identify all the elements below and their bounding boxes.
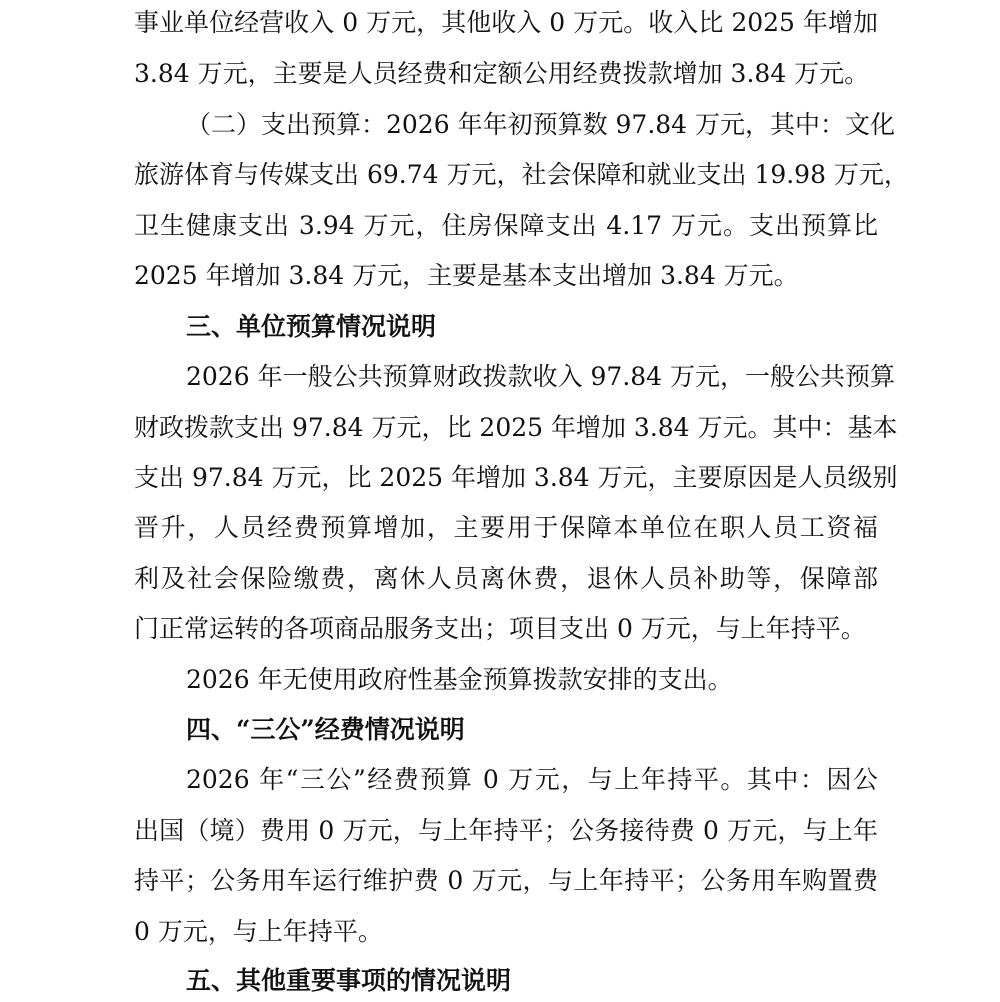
paragraph-line: 事业单位经营收入 0 万元，其他收入 0 万元。收入比 2025 年增加 [134,8,878,37]
paragraph-line: 出国（境）费用 0 万元，与上年持平；公务接待费 0 万元，与上年 [134,816,878,845]
paragraph-line: 2025 年增加 3.84 万元，主要是基本支出增加 3.84 万元。 [134,261,799,290]
paragraph-line: 0 万元，与上年持平。 [134,917,383,946]
paragraph-line: 2026 年一般公共预算财政拨款收入 97.84 万元，一般公共预算 [186,362,896,391]
section-heading-5: 五、其他重要事项的情况说明 [186,966,512,995]
paragraph-line: 3.84 万元，主要是人员经费和定额公用经费拨款增加 3.84 万元。 [134,59,870,88]
paragraph-line: 旅游体育与传媒支出 69.74 万元，社会保障和就业支出 19.98 万元， [134,160,909,189]
section-heading-3: 三、单位预算情况说明 [186,312,437,341]
paragraph-line: 持平；公务用车运行维护费 0 万元，与上年持平；公务用车购置费 [134,866,878,895]
paragraph-line: 支出 97.84 万元，比 2025 年增加 3.84 万元，主要原因是人员级别 [134,463,898,492]
paragraph-line: 2026 年“三公”经费预算 0 万元，与上年持平。其中：因公 [186,765,878,794]
paragraph-line: 门正常运转的各项商品服务支出；项目支出 0 万元，与上年持平。 [134,614,866,643]
paragraph-line: （二）支出预算：2026 年年初预算数 97.84 万元，其中：文化 [186,110,896,139]
section-heading-4: 四、“三公”经费情况说明 [186,715,465,744]
paragraph-line: 财政拨款支出 97.84 万元，比 2025 年增加 3.84 万元。其中：基本 [134,413,898,442]
paragraph-line: 晋升，人员经费预算增加，主要用于保障本单位在职人员工资福 [134,513,878,542]
paragraph-line: 利及社会保险缴费，离休人员离休费，退休人员补助等，保障部 [134,564,878,593]
paragraph-line: 2026 年无使用政府性基金预算拨款安排的支出。 [186,665,733,694]
paragraph-line: 卫生健康支出 3.94 万元，住房保障支出 4.17 万元。支出预算比 [134,211,878,240]
